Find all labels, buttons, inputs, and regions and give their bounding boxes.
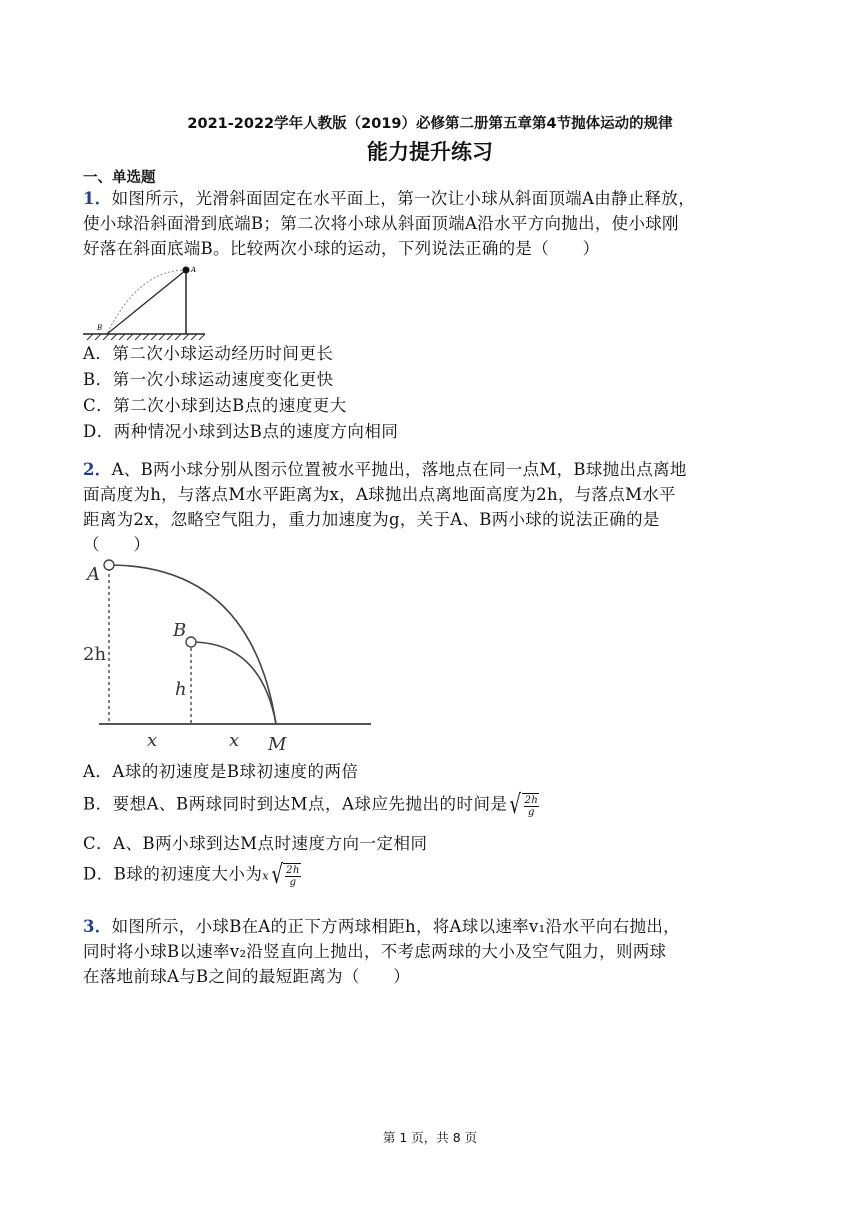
question-2-option-b [83,792,539,818]
question-1-option-c: C．第二次小球到达B点的速度更大 [83,396,347,415]
fraction-denominator: g [289,876,297,888]
question-3-line-3: 在落地前球A与B之间的最短距离为（ ） [83,967,411,986]
document-subtitle: 能力提升练习 [367,140,493,164]
ground-hatch [87,334,205,340]
question-2-option-b-text: B．要想A、B两球同时到达M点，A球应先抛出的时间是 [83,794,508,814]
ball-b [186,637,196,647]
label-a: A [87,564,100,585]
section-heading: 一、单选题 [83,170,156,186]
question-3-line-2: 同时将小球B以速率v₂沿竖直向上抛出，不考虑两球的大小及空气阻力，则两球 [83,942,667,961]
sqrt-radicand [522,793,540,818]
question-2-line-4: （ ） [83,535,151,554]
label-x-2: x [229,730,240,751]
question-3-number: 3． [83,917,112,936]
label-x-1: x [147,730,158,751]
sqrt-radicand [283,863,301,888]
incline-surface [107,270,186,334]
question-2-line-3: 距离为2x，忽略空气阻力，重力加速度为g，关于A、B两小球的说法正确的是 [83,510,660,529]
question-1-option-d: D．两种情况小球到达B点的速度方向相同 [83,422,399,441]
question-2-number: 2． [83,460,112,479]
question-3-line-1: 如图所示，小球B在A的正下方两球相距h，将A球以速率v₁沿水平向右抛出， [111,917,680,936]
question-1-line-1: 如图所示，光滑斜面固定在水平面上，第一次让小球从斜面顶端A由静止释放， [111,189,696,208]
question-1-option-a: A．第二次小球运动经历时间更长 [83,344,334,363]
question-1-number: 1． [83,189,112,208]
question-2-line-1: A、B两小球分别从图示位置被水平抛出，落地点在同一点M，B球抛出点离地 [111,460,687,479]
question-3-stem [83,914,803,989]
label-2h: 2h [83,644,107,665]
question-2-option-c: C．A、B两小球到达M点时速度方向一定相同 [83,834,428,853]
question-1-line-3: 好落在斜面底端B。比较两次小球的运动，下列说法正确的是（ ） [83,239,600,258]
question-2-option-d [83,862,301,889]
trajectory-b [191,642,276,724]
question-2-option-d-text: D．B球的初速度大小为 [83,864,263,884]
question-2-option-a: A．A球的初速度是B球初速度的两倍 [83,762,359,781]
label-m: M [268,734,287,755]
question-1-line-2: 使小球沿斜面滑到底端B；第二次将小球从斜面顶端A沿水平方向抛出，使小球刚 [83,214,679,233]
question-2-figure [83,556,378,756]
question-2-line-2: 面高度为h，与落点M水平距离为x，A球抛出点离地面高度为2h，与落点M水平 [83,485,676,504]
label-b: B [173,620,187,641]
formula-x: x [262,869,270,883]
document-title: 2021-2022学年人教版（2019）必修第二册第五章第4节抛体运动的规律 [187,116,673,132]
label-h: h [175,679,187,700]
sqrt-sign: √ [271,860,284,890]
fraction [524,795,540,818]
fraction-numerator: 2h [524,794,539,806]
fraction [285,865,301,888]
question-1-option-b: B．第一次小球运动速度变化更快 [83,370,334,389]
question-1-stem [83,186,803,261]
question-2-stem [83,457,803,557]
question-1-figure [83,262,213,342]
sqrt-sign: √ [510,790,523,820]
ball-a [104,560,114,570]
fraction-numerator: 2h [286,864,300,876]
ball [183,267,190,274]
label-a: A [191,266,197,274]
fraction-denominator: g [528,806,535,818]
label-b: B [97,324,103,332]
page-footer: 第 1 页，共 8 页 [382,1130,478,1145]
